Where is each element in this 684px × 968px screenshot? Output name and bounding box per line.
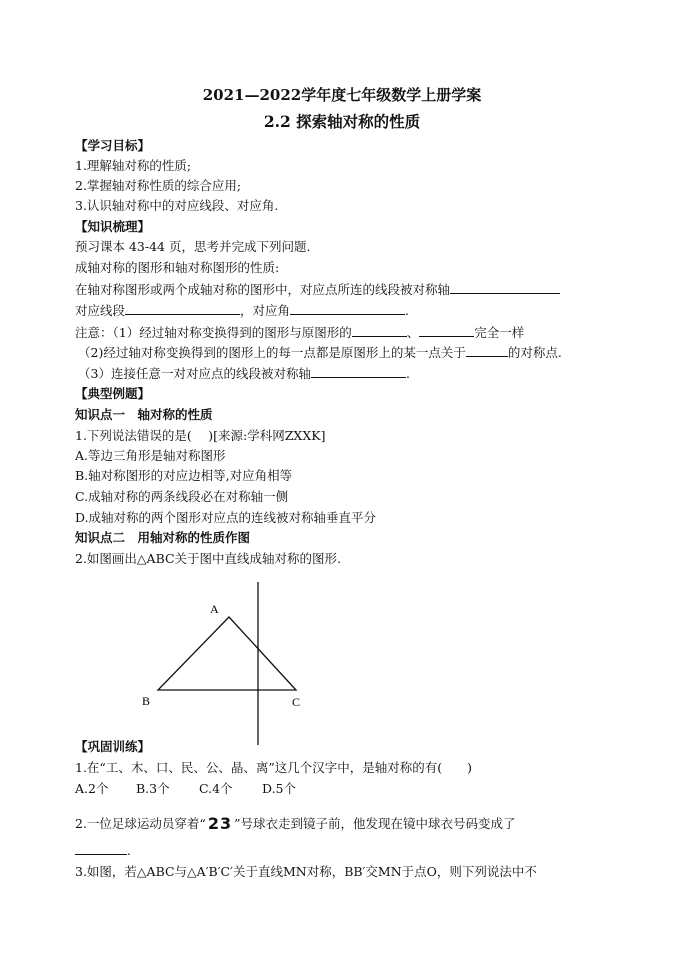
goals-heading: 【学习目标】 xyxy=(75,138,151,153)
practice-question-2 xyxy=(75,816,516,832)
note-text: 的对称点. xyxy=(507,345,562,360)
lesson-title: 2.2 探索轴对称的性质 xyxy=(263,112,421,131)
question-text: ”号球衣走到镜子前，他发现在镜中球衣号码变成了 xyxy=(234,816,516,831)
option-b: B.3个 xyxy=(136,781,170,796)
answer-line xyxy=(75,842,131,859)
option-a: A.等边三角形是轴对称图形 xyxy=(75,448,226,463)
practice-options xyxy=(75,781,296,797)
practice-heading: 【巩固训练】 xyxy=(75,739,151,754)
option-b: B.轴对称图形的对应边相等,对应角相等 xyxy=(75,468,293,483)
jersey-number: 23 xyxy=(207,814,233,833)
knowledge-heading: 【知识梳理】 xyxy=(75,219,151,234)
fill-blank[interactable] xyxy=(75,842,127,855)
option-a: A.2个 xyxy=(75,781,109,796)
goal-item: 3.认识轴对称中的对应线段、对应角. xyxy=(75,198,279,213)
question-text: . xyxy=(127,843,131,858)
vertex-label-b: B xyxy=(142,694,151,708)
triangle-abc xyxy=(158,617,296,690)
vertex-label-a: A xyxy=(210,602,219,616)
note-text: 注意：（1）经过轴对称变换得到的图形与原图形的 xyxy=(75,325,352,340)
option-c: C.成轴对称的两条线段必在对称轴一侧 xyxy=(75,489,289,504)
preview-text: 预习课本 43-44 页，思考并完成下列问题. xyxy=(75,239,311,254)
example-question-2: 2.如图画出△ABC关于图中直线成轴对称的图形. xyxy=(75,551,342,566)
note-text: 完全一样 xyxy=(474,325,525,340)
knowledge-point-1: 知识点一 轴对称的性质 xyxy=(75,407,213,422)
note-text: 、 xyxy=(406,325,420,340)
property-intro: 成轴对称的图形和轴对称图形的性质: xyxy=(75,260,280,275)
worksheet-title: 2021—2022学年度七年级数学上册学案 xyxy=(202,86,482,104)
property-text: 对应线段 xyxy=(75,303,126,318)
question-text: 2.一位足球运动员穿着“ xyxy=(75,816,206,831)
knowledge-point-2: 知识点二 用轴对称的性质作图 xyxy=(75,530,251,545)
goal-item: 2.掌握轴对称性质的综合应用; xyxy=(75,178,242,193)
note-text: （3）连接任意一对对应点的线段被对称轴 xyxy=(78,366,311,381)
property-text: 在轴对称图形或两个成轴对称的图形中，对应点所连的线段被对称轴 xyxy=(75,282,451,297)
vertex-label-c: C xyxy=(292,695,301,709)
practice-question-1: 1.在“工、木、口、民、公、晶、离”这几个汉字中，是轴对称的有( ) xyxy=(75,760,472,775)
goal-item: 1.理解轴对称的性质; xyxy=(75,158,192,173)
note-text: （2)经过轴对称变换得到的图形上的每一点都是原图形上的某一点关于 xyxy=(78,345,466,360)
practice-question-3: 3.如图，若△ABC与△A′B′C′关于直线MN对称，BB′交MN于点O，则下列说法中不 xyxy=(75,864,537,879)
note-text: . xyxy=(405,366,410,381)
property-text: ，对应角 xyxy=(240,303,291,318)
option-d: D.成轴对称的两个图形对应点的连线被对称轴垂直平分 xyxy=(75,510,377,525)
example-question-1: 1.下列说法错误的是( )[来源:学科网ZXXK] xyxy=(75,428,326,443)
option-c: C.4个 xyxy=(199,781,233,796)
option-d: D.5个 xyxy=(262,781,297,796)
examples-heading: 【典型例题】 xyxy=(75,386,151,401)
property-text: . xyxy=(405,303,410,318)
